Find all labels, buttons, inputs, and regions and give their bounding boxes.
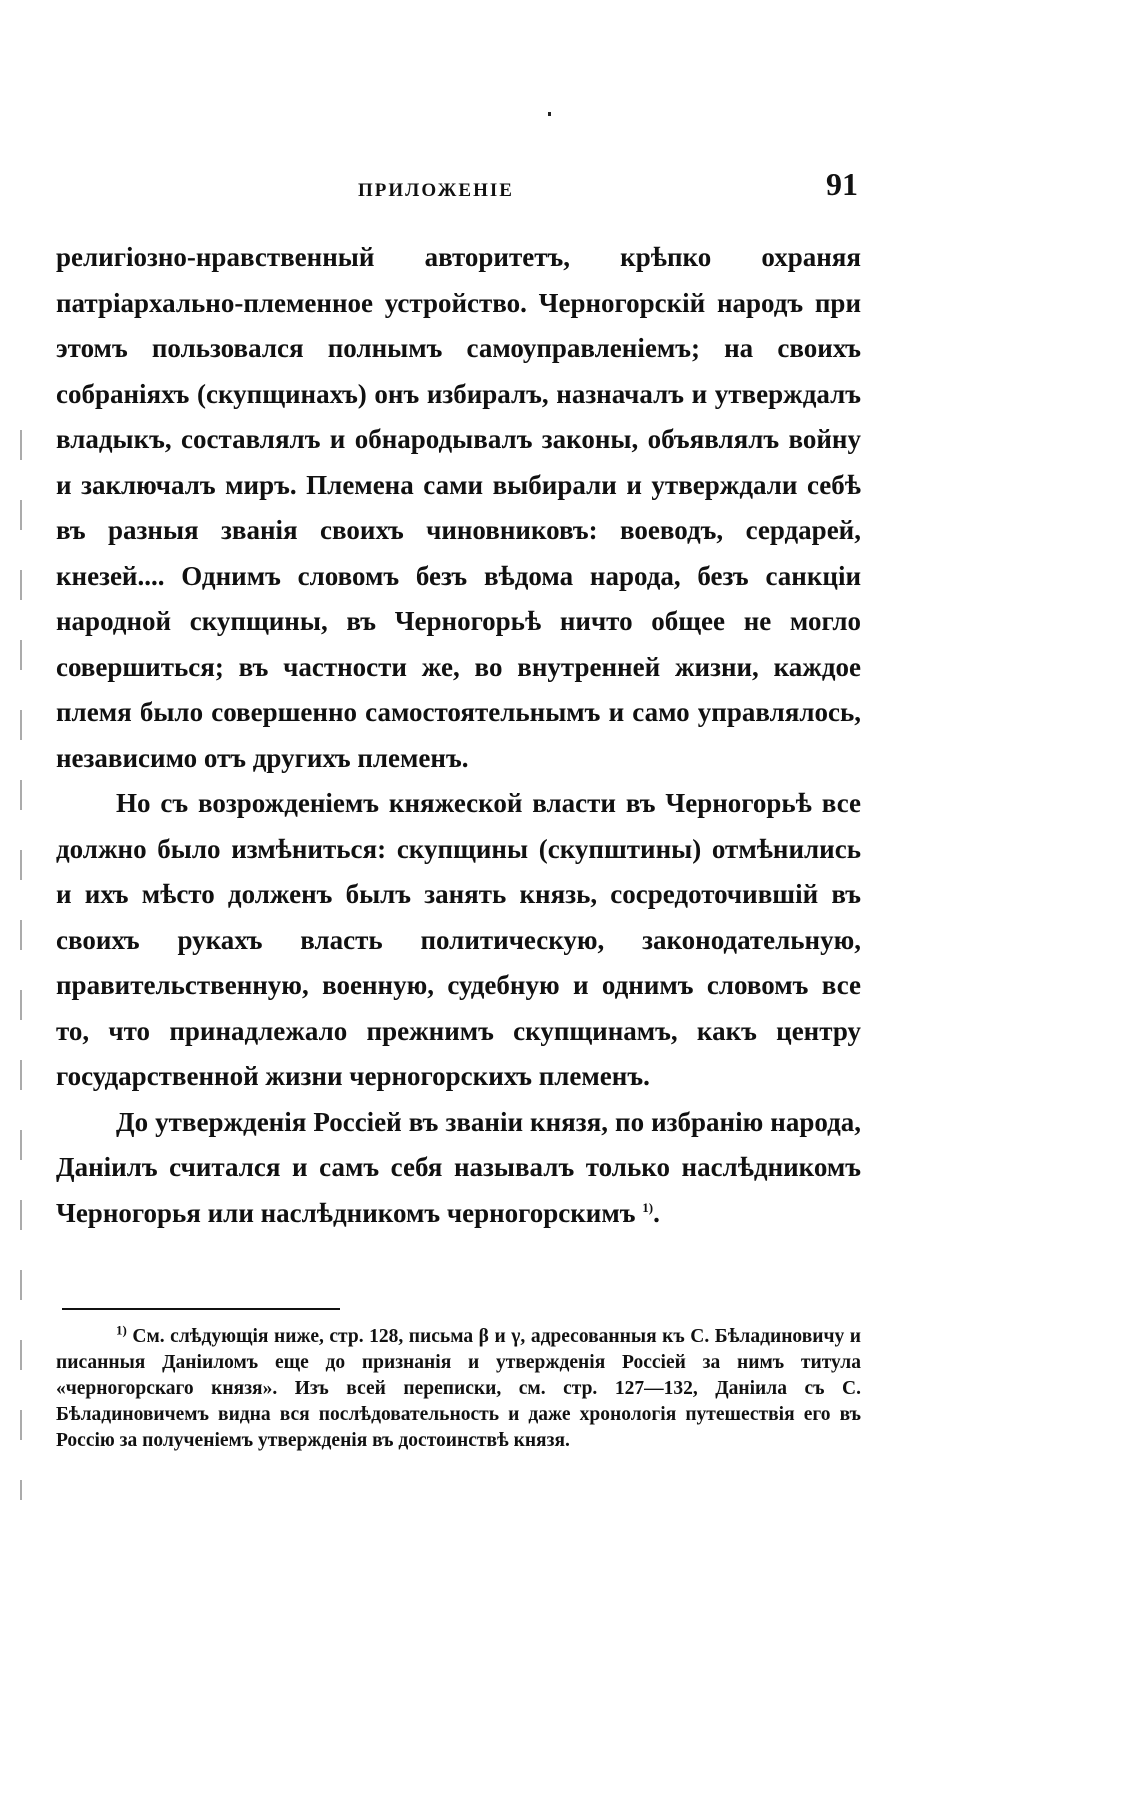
footnote-marker: 1) <box>116 1322 127 1338</box>
main-text <box>56 235 861 1236</box>
footnote-separator <box>62 1308 340 1310</box>
page-number: 91 <box>826 166 858 202</box>
running-head: ПРИЛОЖЕНІЕ <box>358 180 514 201</box>
scan-edge-marks <box>20 430 22 1500</box>
paragraph-2: Но съ возрожденіемъ княжеской власти въ Черногорьѣ все должно было измѣниться: скупщины (скупштины) отмѣнились и ихъ мѣсто долженъ былъ занять князь, сосредоточившій въ своихъ рукахъ власть политическую, законодательную, правительственную, военную, судебную и однимъ словомъ все то, что принадлежало прежнимъ скупщинамъ, какъ центру государственной жизни черногорскихъ племенъ. <box>56 788 861 1091</box>
footnote <box>56 1324 861 1454</box>
paragraph-1: религіозно-нравственный авторитетъ, крѣпко охраняя патріархально-племенное устройство. Черногорскій народъ при этомъ пользовался полнымъ самоуправленіемъ; на своихъ собраніяхъ (скупщинахъ) онъ избиралъ, назначалъ и утверждалъ владыкъ, составлялъ и обнародывалъ законы, объявлялъ войну и заключалъ миръ. Племена сами выбирали и утверждали себѣ въ разныя званія своихъ чиновниковъ: воеводъ, сердарей, кнезей.... Однимъ словомъ безъ вѣдома народа, безъ санкціи народной скупщины, въ Черногорьѣ ничто общее не могло совершиться; въ частности же, во внутренней жизни, каждое племя было совершенно самостоятельнымъ и само управлялось, независимо отъ другихъ племенъ. <box>56 242 861 773</box>
paragraph-3 <box>56 1100 861 1237</box>
paragraph-3-text: До утвержденія Россіей въ званіи князя, по избранію народа, Даніилъ считался и самъ себя называлъ только наслѣдникомъ Черногорья или наслѣдникомъ черногорскимъ <box>56 1106 861 1228</box>
footnote-reference: 1) <box>642 1199 654 1215</box>
paragraph-3-end: . <box>653 1197 660 1228</box>
print-speck <box>548 112 551 116</box>
footnote-text: См. слѣдующія ниже, стр. 128, письма β и γ, адресованныя къ С. Бѣладиновичу и писанныя Даніиломъ еще до признанія и утвержденія Россіей за нимъ титула «черногорскаго князя». Изъ всей переписки, см. стр. 127—132, Даніила съ С. Бѣладиновичемъ видна вся послѣдовательность и даже хронологія путешествія его въ Россію за полученіемъ утвержденія въ достоинствѣ князя. <box>56 1326 861 1451</box>
page-header <box>58 166 858 216</box>
